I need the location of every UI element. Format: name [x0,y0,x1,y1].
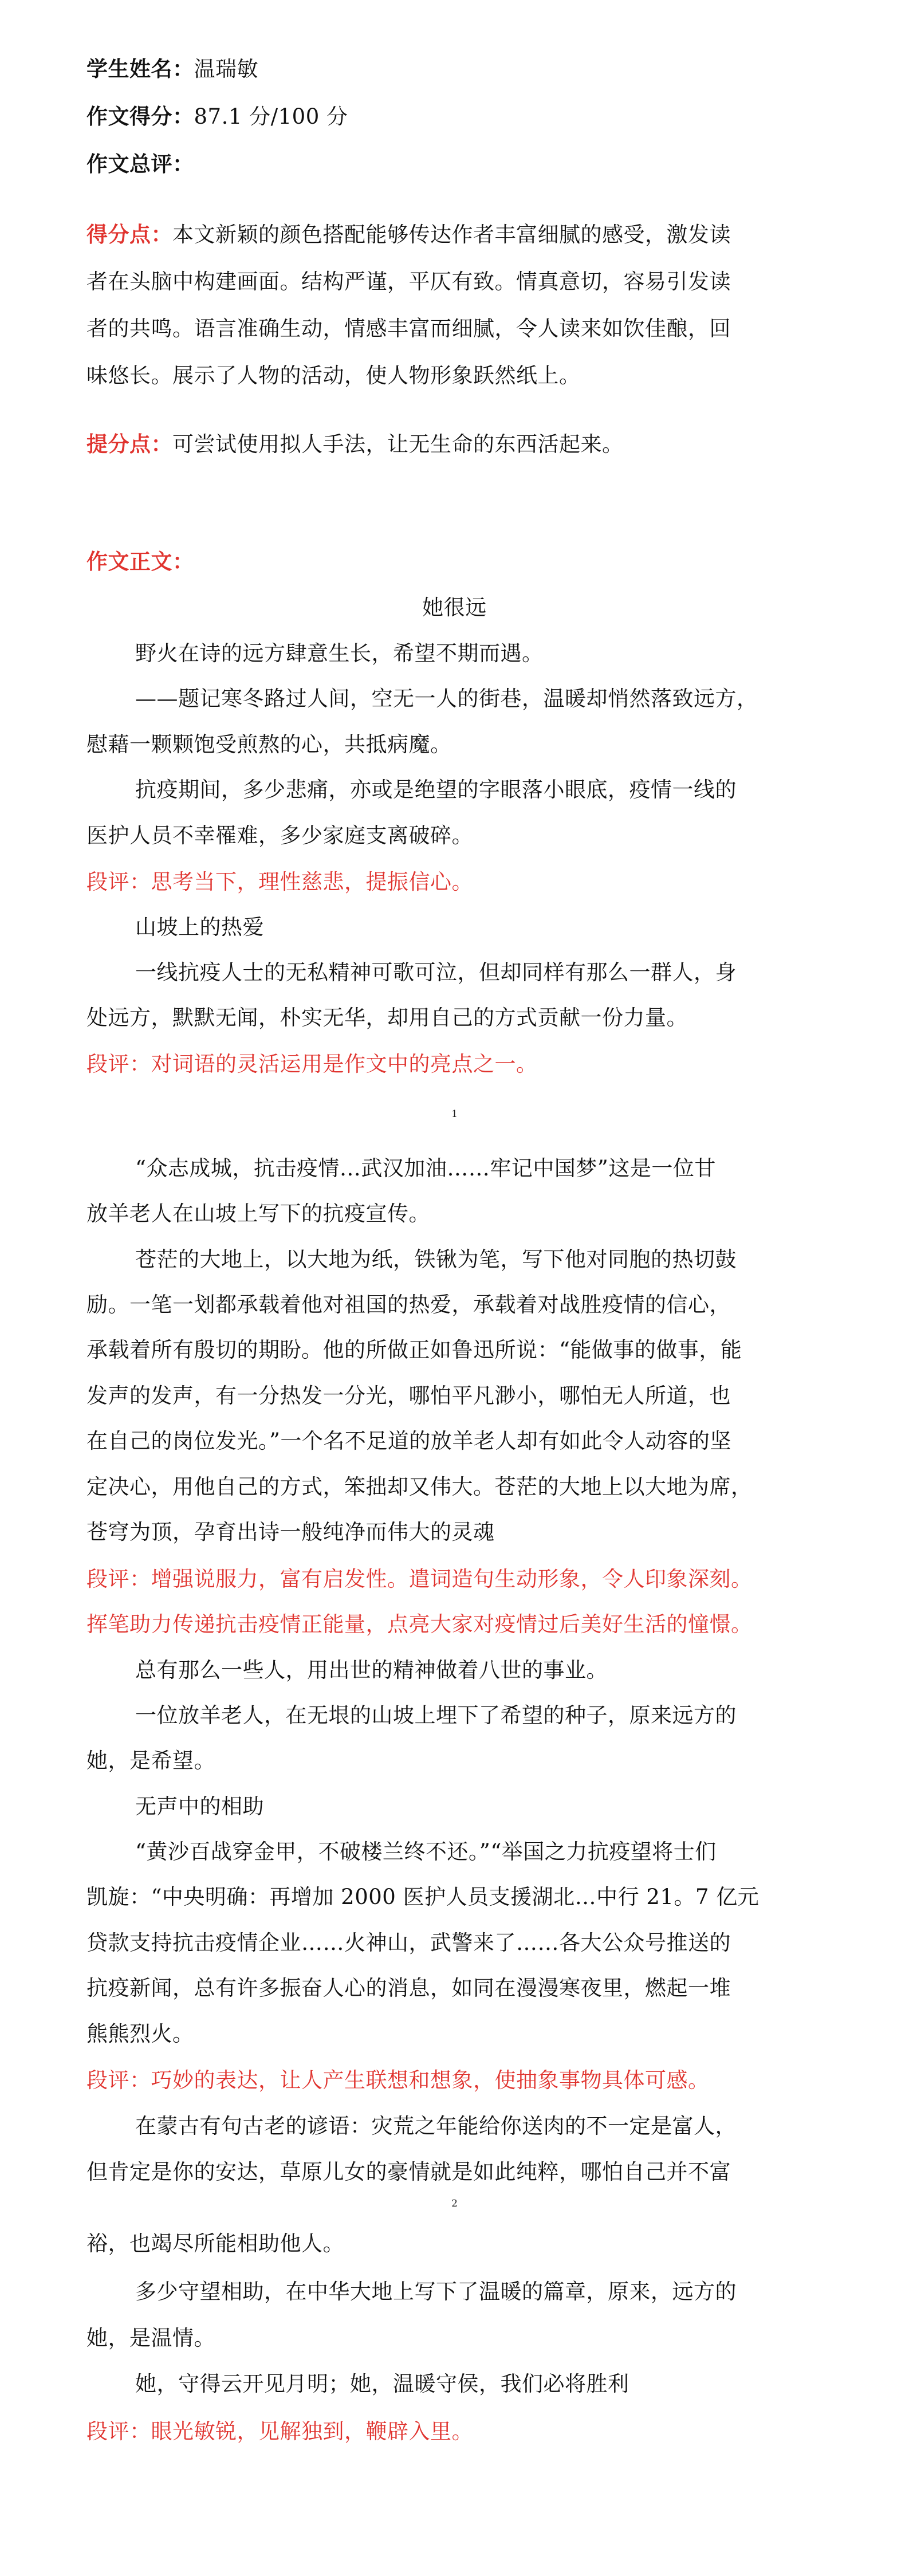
strength-line-4: 味悠长。展示了人物的活动，使人物形象跃然纸上。 [86,363,581,388]
student-name: 温瑞敏 [194,57,258,81]
essay-line: 慰藉一颗颗饱受煎熬的心，共抵病魔。 [86,732,452,757]
score-label: 作文得分： [86,104,194,129]
essay-body-label: 作文正文： [86,549,194,574]
essay-line: 在自己的岗位发光。”一个名不足道的放羊老人却有如此令人动容的坚 [86,1429,731,1453]
summary-label: 作文总评： [86,151,194,176]
essay-line: 承载着所有殷切的期盼。他的所做正如鲁迅所说：“能做事的做事，能 [86,1338,742,1362]
essay-title: 她很远 [422,595,487,620]
page-number: 2 [451,2198,458,2209]
paragraph-comment: 段评：巧妙的表达，让人产生联想和想象，使抽象事物具体可感。 [86,2068,710,2093]
paragraph-comment: 段评：对词语的灵活运用是作文中的亮点之一。 [86,1052,538,1076]
essay-line: 发声的发声，有一分热发一分光，哪怕平凡渺小，哪怕无人所道，也 [86,1383,731,1408]
student-name-label: 学生姓名： [86,56,194,81]
paragraph-comment: 挥笔助力传递抗击疫情正能量，点亮大家对疫情过后美好生活的憧憬。 [86,1612,753,1637]
essay-line: 苍穹为顶，孕育出诗一般纯净而伟大的灵魂 [86,1520,495,1544]
essay-line: 抗疫期间，多少悲痛，亦或是绝望的字眼落小眼底，疫情一线的 [135,777,737,802]
essay-line: 她，是希望。 [86,1748,215,1773]
essay-line: ——题记寒冬路过人间，空无一人的街巷，温暖却悄然落致远方， [135,686,758,711]
paragraph-comment: 段评：增强说服力，富有启发性。遣词造句生动形象，令人印象深刻。 [86,1567,753,1591]
essay-line: 凯旋：“中央明确：再增加 2000 医护人员支援湖北…中行 21。7 亿元 [86,1885,760,1909]
essay-line: 放羊老人在山坡上写下的抗疫宣传。 [86,1201,430,1226]
essay-line: 一线抗疫人士的无私精神可歌可泣，但却同样有那么一群人，身 [135,960,737,985]
essay-line: 多少守望相助，在中华大地上写下了温暖的篇章，原来，远方的 [135,2279,737,2304]
essay-line: 裕，也竭尽所能相助他人。 [86,2231,344,2256]
improve-text: 可尝试使用拟人手法，让无生命的东西活起来。 [172,432,624,457]
essay-line: “众志成城，抗击疫情…武汉加油……牢记中国梦”这是一位甘 [135,1156,716,1181]
essay-line: 她，守得云开见月明；她，温暖守侯，我们必将胜利 [135,2372,629,2396]
essay-line: 总有那么一些人，用出世的精神做着八世的事业。 [135,1658,608,1682]
score-value: 87.1 分/100 分 [194,104,348,129]
essay-line: 贷款支持抗击疫情企业……火神山，武警来了……各大公众号推送的 [86,1930,731,1955]
strength-label: 得分点： [86,222,172,247]
essay-line: 在蒙古有句古老的谚语：灾荒之年能给你送肉的不一定是富人， [135,2114,737,2138]
section-heading: 山坡上的热爱 [135,915,264,939]
essay-line: 处远方，默默无闻，朴实无华，却用自己的方式贡献一份力量。 [86,1005,688,1030]
strength-line-1 [86,221,731,249]
score-row [86,103,348,131]
essay-line: 医护人员不幸罹难，多少家庭支离破碎。 [86,823,473,848]
improve-line [86,430,624,458]
strength-line-3: 者的共鸣。语言准确生动，情感丰富而细腻，令人读来如饮佳酿，回 [86,316,731,341]
paragraph-comment: 段评：眼光敏锐，见解独到，鞭辟入里。 [86,2419,473,2444]
essay-line: 苍茫的大地上，以大地为纸，铁锹为笔，写下他对同胞的热切鼓 [135,1247,737,1272]
essay-line: 一位放羊老人，在无垠的山坡上埋下了希望的种子，原来远方的 [135,1703,737,1728]
section-heading: 无声中的相助 [135,1794,264,1819]
essay-line: 定决心，用他自己的方式，笨拙却又伟大。苍茫的大地上以大地为席， [86,1474,753,1499]
essay-line: 抗疫新闻，总有许多振奋人心的消息，如同在漫漫寒夜里，燃起一堆 [86,1976,731,2000]
page-number: 1 [451,1108,458,1120]
strength-text: 本文新颖的颜色搭配能够传达作者丰富细腻的感受，激发读 [172,222,731,247]
essay-line: 她，是温情。 [86,2326,215,2350]
essay-line: 励。一笔一划都承载着他对祖国的热爱，承载着对战胜疫情的信心， [86,1292,731,1317]
strength-line-2: 者在头脑中构建画面。结构严谨，平仄有致。情真意切，容易引发读 [86,269,731,294]
essay-line: “黄沙百战穿金甲，不破楼兰终不还。”“举国之力抗疫望将士们 [135,1839,717,1864]
essay-line: 野火在诗的远方肆意生长，希望不期而遇。 [135,641,544,666]
essay-line: 但肯定是你的安达，草原儿女的豪情就是如此纯粹，哪怕自己并不富 [86,2160,731,2184]
paragraph-comment: 段评：思考当下，理性慈悲，提振信心。 [86,870,473,894]
essay-line: 熊熊烈火。 [86,2022,194,2046]
student-name-row [86,55,258,83]
improve-label: 提分点： [86,431,172,457]
